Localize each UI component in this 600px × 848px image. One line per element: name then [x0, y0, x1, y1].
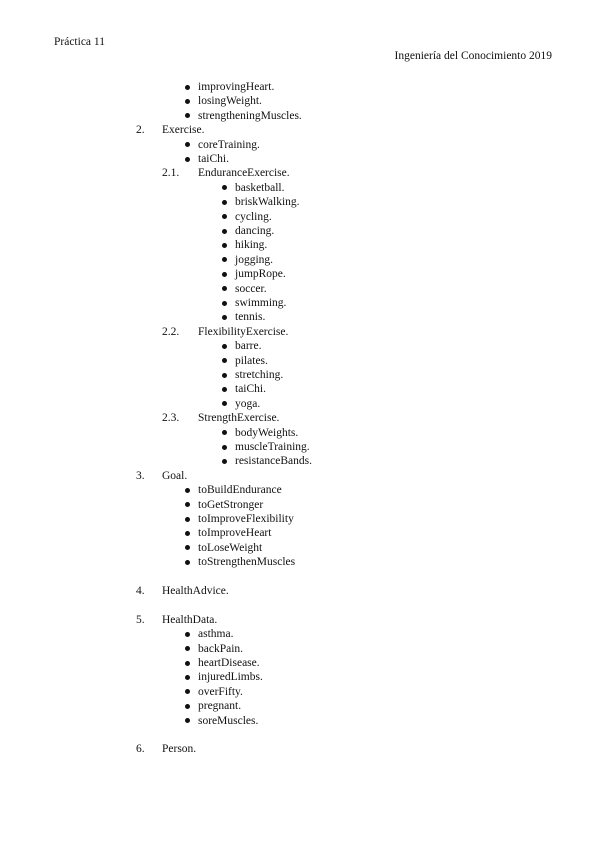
bullet-icon: [185, 704, 190, 709]
list-item: pilates.: [235, 354, 268, 367]
bullet-icon: [185, 545, 190, 550]
list-item: improvingHeart.: [198, 81, 275, 93]
section-heading-number: 6.: [136, 743, 145, 756]
bullet-icon: [222, 344, 227, 349]
bullet-icon: [222, 200, 227, 205]
list-item: briskWalking.: [235, 196, 300, 209]
list-item: pregnant.: [198, 700, 242, 713]
subsection-heading-number: 2.3.: [162, 412, 180, 425]
bullet-icon: [185, 560, 190, 565]
section-heading-title: Goal.: [162, 469, 188, 482]
bullet-icon: [222, 229, 227, 234]
list-item: strengtheningMuscles.: [198, 109, 302, 122]
section-heading-title: HealthData.: [162, 613, 218, 626]
bullet-icon: [222, 445, 227, 450]
list-item: taiChi.: [235, 383, 266, 396]
section-heading-number: 5.: [136, 613, 145, 626]
list-item: jogging.: [235, 253, 274, 266]
bullet-icon: [185, 517, 190, 522]
bullet-icon: [185, 632, 190, 637]
list-item: bodyWeights.: [235, 426, 299, 439]
bullet-icon: [185, 675, 190, 680]
list-item: dancing.: [235, 225, 275, 237]
list-item: losingWeight.: [198, 95, 262, 108]
bullet-icon: [222, 214, 227, 219]
list-item: heartDisease.: [198, 657, 260, 669]
list-item: toStrengthenMuscles: [198, 556, 296, 569]
section-heading-title: HealthAdvice.: [162, 585, 229, 597]
list-item: cycling.: [235, 210, 272, 223]
list-item: taiChi.: [198, 153, 229, 165]
subsection-heading-number: 2.1.: [162, 167, 180, 180]
bullet-icon: [222, 243, 227, 248]
bullet-icon: [185, 142, 190, 147]
list-item: jumpRope.: [235, 268, 286, 281]
list-item: toLoseWeight: [198, 541, 263, 554]
section-heading-number: 3.: [136, 469, 145, 482]
section-heading-number: 4.: [136, 585, 145, 597]
list-item: soccer.: [235, 282, 267, 295]
bullet-icon: [222, 358, 227, 363]
list-item: hiking.: [235, 239, 268, 252]
bullet-icon: [185, 689, 190, 694]
list-item: swimming.: [235, 297, 287, 309]
bullet-icon: [222, 430, 227, 435]
list-item: resistanceBands.: [235, 455, 312, 468]
bullet-icon: [185, 113, 190, 118]
list-item: yoga.: [235, 397, 261, 410]
section-heading-title: Exercise.: [162, 124, 205, 137]
bullet-icon: [222, 315, 227, 320]
bullet-icon: [222, 185, 227, 190]
subsection-heading-title: EnduranceExercise.: [198, 167, 290, 180]
bullet-icon: [222, 286, 227, 291]
bullet-icon: [185, 502, 190, 507]
bullet-icon: [185, 85, 190, 90]
list-item: basketball.: [235, 181, 285, 194]
list-item: toBuildEndurance: [198, 484, 282, 497]
bullet-icon: [185, 99, 190, 104]
list-item: tennis.: [235, 311, 266, 324]
bullet-icon: [185, 531, 190, 536]
bullet-icon: [222, 373, 227, 378]
bullet-icon: [222, 257, 227, 262]
page-header-left: Práctica 11: [54, 36, 105, 48]
bullet-icon: [222, 387, 227, 392]
list-item: stretching.: [235, 369, 284, 381]
bullet-icon: [222, 272, 227, 277]
bullet-icon: [185, 718, 190, 723]
bullet-icon: [222, 401, 227, 406]
list-item: toImproveFlexibility: [198, 513, 294, 525]
page-header-right: Ingeniería del Conocimiento 2019: [394, 50, 552, 62]
list-item: injuredLimbs.: [198, 671, 263, 684]
list-item: coreTraining.: [198, 138, 260, 151]
bullet-icon: [185, 157, 190, 162]
subsection-heading-title: StrengthExercise.: [198, 412, 280, 425]
list-item: toGetStronger: [198, 498, 264, 511]
bullet-icon: [185, 661, 190, 666]
list-item: toImproveHeart: [198, 527, 272, 540]
subsection-heading-title: FlexibilityExercise.: [198, 325, 289, 338]
section-heading-title: Person.: [162, 743, 197, 756]
subsection-heading-number: 2.2.: [162, 325, 180, 338]
list-item: barre.: [235, 340, 262, 353]
list-item: asthma.: [198, 628, 234, 641]
section-heading-number: 2.: [136, 124, 145, 137]
list-item: soreMuscles.: [198, 714, 259, 727]
list-item: backPain.: [198, 642, 244, 655]
bullet-icon: [222, 459, 227, 464]
list-item: muscleTraining.: [235, 441, 310, 453]
list-item: overFifty.: [198, 685, 243, 698]
bullet-icon: [222, 301, 227, 306]
bullet-icon: [185, 488, 190, 493]
bullet-icon: [185, 646, 190, 651]
